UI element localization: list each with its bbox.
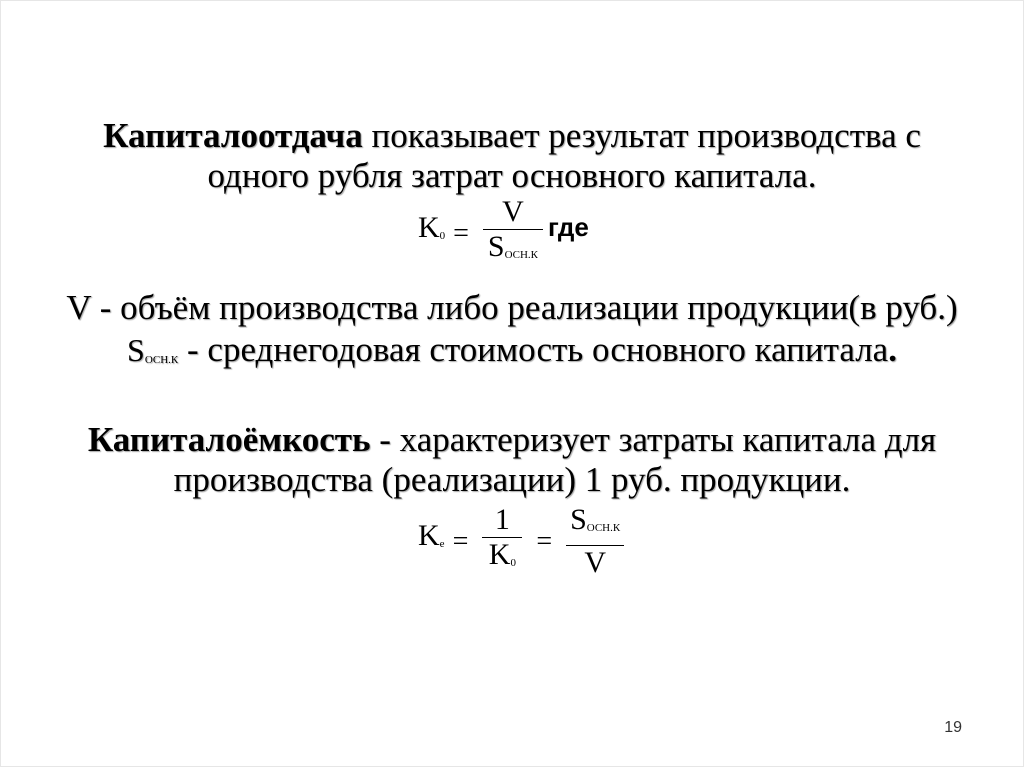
intensity-fraction-2 (566, 504, 624, 579)
capital-productivity-term: Капиталоотдача (103, 116, 363, 155)
intensity-frac1-denominator (482, 539, 522, 579)
capital-productivity-text1: показывает результат производства с (362, 116, 921, 155)
capital-intensity-line1 (0, 420, 1024, 460)
intensity-fraction-1 (482, 504, 522, 579)
formula-equals: = (453, 217, 469, 249)
capital-intensity-formula (418, 504, 630, 579)
page-number: 19 (944, 719, 962, 736)
formula-denominator (483, 231, 543, 271)
intensity-frac2-denominator: V (584, 546, 606, 579)
capital-productivity-line1 (0, 116, 1024, 156)
formula-numerator: V (502, 195, 524, 228)
definition-s-subscript: ОСН.К (144, 354, 179, 366)
capital-intensity-text1: - характеризует затраты капитала для (370, 420, 937, 459)
capital-intensity-term: Капиталоёмкость (87, 420, 371, 459)
intensity-frac2-numerator-subscript: ОСН.К (586, 522, 621, 534)
intensity-equals-2: = (536, 525, 553, 557)
capital-productivity-formula (418, 196, 549, 271)
formula-denominator-subscript: ОСН.К (504, 249, 539, 261)
intensity-frac2-numerator (566, 504, 624, 544)
definition-v: V - объём производства либо реализации продукции(в руб.) (66, 288, 958, 327)
intensity-frac1-numerator: 1 (494, 503, 510, 536)
formula-where: где (548, 212, 589, 242)
definition-s (0, 330, 1024, 380)
intensity-lhs-subscript: e (439, 538, 445, 551)
capital-intensity-line2: производства (реализации) 1 руб. продукции. (173, 460, 851, 499)
definition-s-symbol: S (127, 332, 145, 368)
intensity-equals-1: = (452, 525, 469, 557)
formula-lhs-subscript: 0 (439, 230, 446, 243)
formula-denominator-symbol: S (487, 230, 505, 263)
formula-fraction (483, 196, 543, 271)
intensity-frac2-numerator-symbol: S (570, 503, 587, 536)
definition-s-text: - среднегодовая стоимость основного капитала (178, 330, 889, 369)
formula-lhs-symbol: K (418, 211, 440, 245)
intensity-frac1-denominator-symbol: K (488, 538, 511, 571)
capital-productivity-line2: одного рубля затрат основного капитала. (207, 156, 817, 195)
intensity-frac1-denominator-subscript: 0 (510, 557, 516, 569)
definition-s-period: . (888, 330, 897, 369)
intensity-lhs-symbol: K (418, 519, 440, 553)
